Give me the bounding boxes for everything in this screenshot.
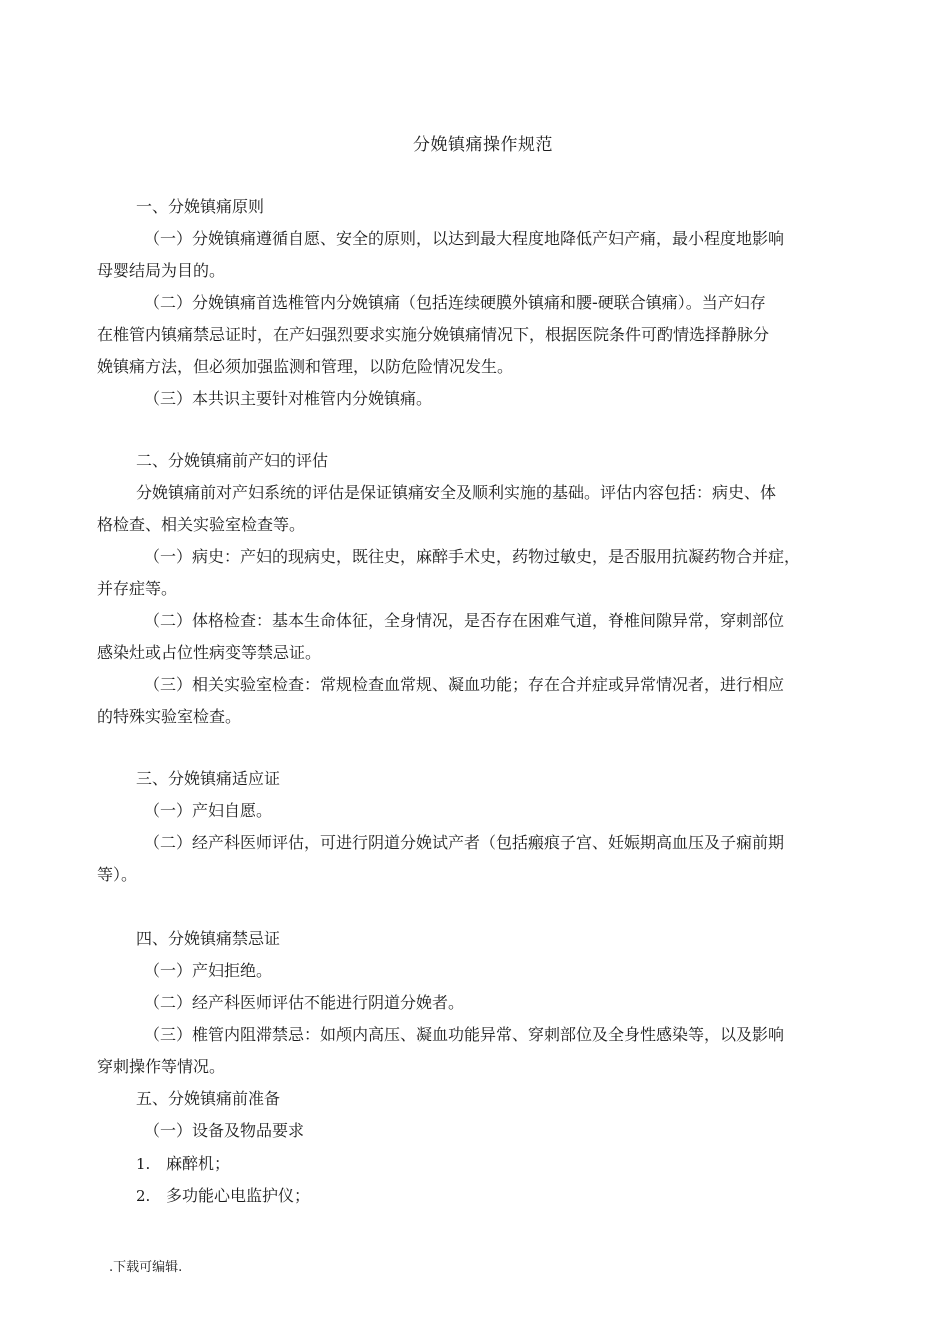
paragraph-line: 穿刺操作等情况。 (97, 1057, 226, 1076)
section-heading-5: 五、分娩镇痛前准备 (136, 1089, 281, 1108)
paragraph-line: 感染灶或占位性病变等禁忌证。 (97, 643, 322, 662)
paragraph-line: （一）产妇自愿。 (144, 801, 273, 820)
list-item (136, 1154, 230, 1174)
paragraph-line: （一）分娩镇痛遵循自愿、安全的原则，以达到最大程度地降低产妇产痛，最小程度地影响 (144, 229, 785, 248)
page-title: 分娩镇痛操作规范 (413, 135, 553, 155)
paragraph-line: （二）经产科医师评估不能进行阴道分娩者。 (144, 993, 465, 1012)
footer-note: .下载可编辑. (109, 1260, 183, 1275)
paragraph-line: （一）产妇拒绝。 (144, 961, 273, 980)
paragraph-line: 并存症等。 (97, 579, 178, 598)
list-item-number: 2. (136, 1187, 151, 1205)
paragraph-line: 在椎管内镇痛禁忌证时，在产妇强烈要求实施分娩镇痛情况下，根据医院条件可酌情选择静脉分 (97, 325, 770, 344)
paragraph-line: （三）相关实验室检查：常规检查血常规、凝血功能；存在合并症或异常情况者，进行相应 (144, 675, 785, 694)
list-item-text: 麻醉机； (166, 1154, 231, 1173)
paragraph-line: （二）经产科医师评估，可进行阴道分娩试产者（包括瘢痕子宫、妊娠期高血压及子痫前期 (144, 833, 785, 852)
paragraph-line: （二）体格检查：基本生命体征，全身情况，是否存在困难气道，脊椎间隙异常，穿刺部位 (144, 611, 785, 630)
paragraph-line: （一）病史：产妇的现病史，既往史，麻醉手术史，药物过敏史，是否服用抗凝药物合并症， (144, 547, 801, 566)
section-heading-2: 二、分娩镇痛前产妇的评估 (136, 451, 329, 470)
list-item-number: 1. (136, 1155, 151, 1173)
paragraph-line: 分娩镇痛前对产妇系统的评估是保证镇痛安全及顺利实施的基础。评估内容包括：病史、体 (136, 483, 777, 502)
section-heading-3: 三、分娩镇痛适应证 (136, 769, 281, 788)
paragraph-line: 等）。 (97, 865, 138, 884)
list-item (136, 1186, 310, 1206)
section-heading-4: 四、分娩镇痛禁忌证 (136, 929, 281, 948)
paragraph-line: （二）分娩镇痛首选椎管内分娩镇痛（包括连续硬膜外镇痛和腰-硬联合镇痛）。当产妇存 (144, 293, 766, 312)
paragraph-line: 母婴结局为目的。 (97, 261, 226, 280)
list-item-text: 多功能心电监护仪； (166, 1186, 311, 1205)
paragraph-line: 娩镇痛方法，但必须加强监测和管理，以防危险情况发生。 (97, 357, 514, 376)
paragraph-line: （三）椎管内阻滞禁忌：如颅内高压、凝血功能异常、穿刺部位及全身性感染等，以及影响 (144, 1025, 785, 1044)
paragraph-line: 的特殊实验室检查。 (97, 707, 242, 726)
paragraph-line: （三）本共识主要针对椎管内分娩镇痛。 (144, 389, 433, 408)
paragraph-line: （一）设备及物品要求 (144, 1121, 305, 1140)
section-heading-1: 一、分娩镇痛原则 (136, 197, 265, 216)
paragraph-line: 格检查、相关实验室检查等。 (97, 515, 306, 534)
